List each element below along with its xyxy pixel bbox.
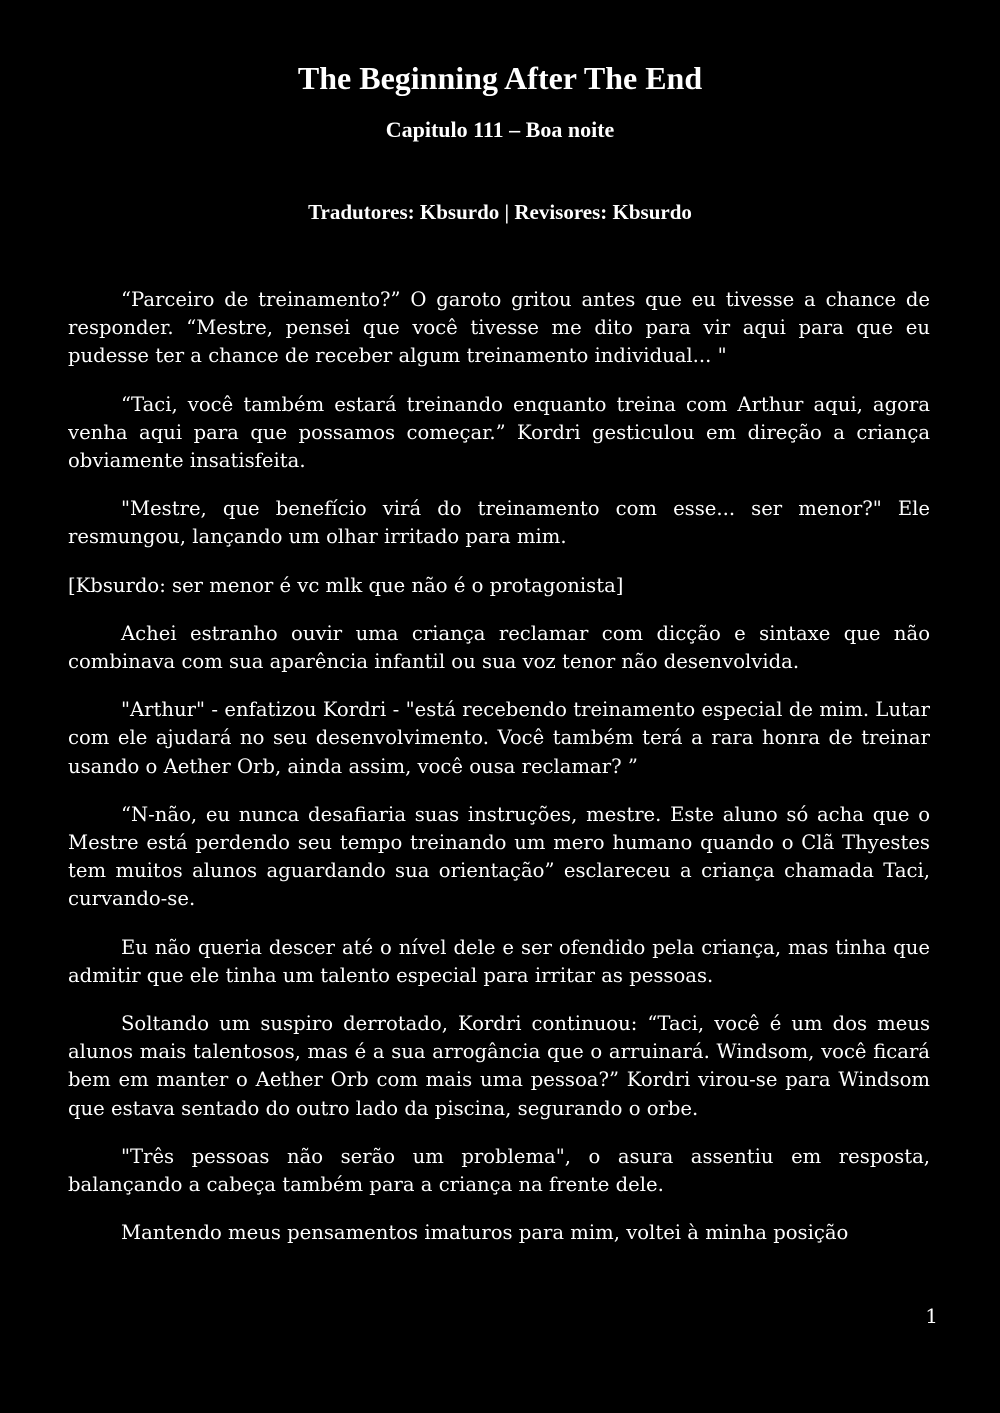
chapter-heading: Capitulo 111 – Boa noite: [385, 117, 615, 142]
paragraph: "Arthur" - enfatizou Kordri - "está recebendo treinamento especial de mim. Lutar com ele ajudará no seu desenvolvimento. Você também terá a rara honra de treinar usando o Aether Orb, ainda assim, você ousa reclamar? ”: [68, 698, 930, 778]
body-text: [68, 286, 930, 1296]
translator-note: [Kbsurdo: ser menor é vc mlk que não é o protagonista]: [68, 573, 624, 597]
paragraph: Mantendo meus pensamentos imaturos para mim, voltei à minha posição: [121, 1221, 849, 1245]
paragraph: "Mestre, que benefício virá do treinamento com esse... ser menor?" Ele resmungou, lançando um olhar irritado para mim.: [68, 497, 930, 549]
paragraph: “Parceiro de treinamento?” O garoto gritou antes que eu tivesse a chance de responder. “Mestre, pensei que você tivesse me dito para vir aqui para que eu pudesse ter a chance de receber algum treinamento individual... ": [68, 288, 930, 368]
document-title: The Beginning After The End: [297, 60, 703, 96]
paragraph: Soltando um suspiro derrotado, Kordri continuou: “Taci, você é um dos meus alunos mais talentosos, mas é a sua arrogância que o arruinará. Windsom, você ficará bem em manter o Aether Orb com mais uma pessoa?” Kordri virou-se para Windsom que estava sentado do outro lado da piscina, segurando o orbe.: [68, 1012, 930, 1120]
page-number: 1: [925, 1304, 938, 1328]
paragraph: Achei estranho ouvir uma criança reclamar com dicção e sintaxe que não combinava com sua aparência infantil ou sua voz tenor não desenvolvida.: [68, 621, 930, 674]
paragraph: Eu não queria descer até o nível dele e ser ofendido pela criança, mas tinha que admitir que ele tinha um talento especial para irritar as pessoas.: [68, 935, 930, 987]
credits-line: Tradutores: Kbsurdo | Revisores: Kbsurdo: [308, 200, 692, 224]
paragraph: “Taci, você também estará treinando enquanto treina com Arthur aqui, agora venha aqui para que possamos começar.” Kordri gesticulou em direção a criança obviamente insatisfeita.: [68, 392, 930, 473]
paragraph: "Três pessoas não serão um problema", o asura assentiu em resposta, balançando a cabeça também para a criança na frente dele.: [68, 1144, 930, 1197]
paragraph: “N-não, eu nunca desafiaria suas instruções, mestre. Este aluno só acha que o Mestre está perdendo seu tempo treinando um mero humano quando o Clã Thyestes tem muitos alunos aguardando sua orientação” esclareceu a criança chamada Taci, curvando-se.: [68, 802, 930, 911]
